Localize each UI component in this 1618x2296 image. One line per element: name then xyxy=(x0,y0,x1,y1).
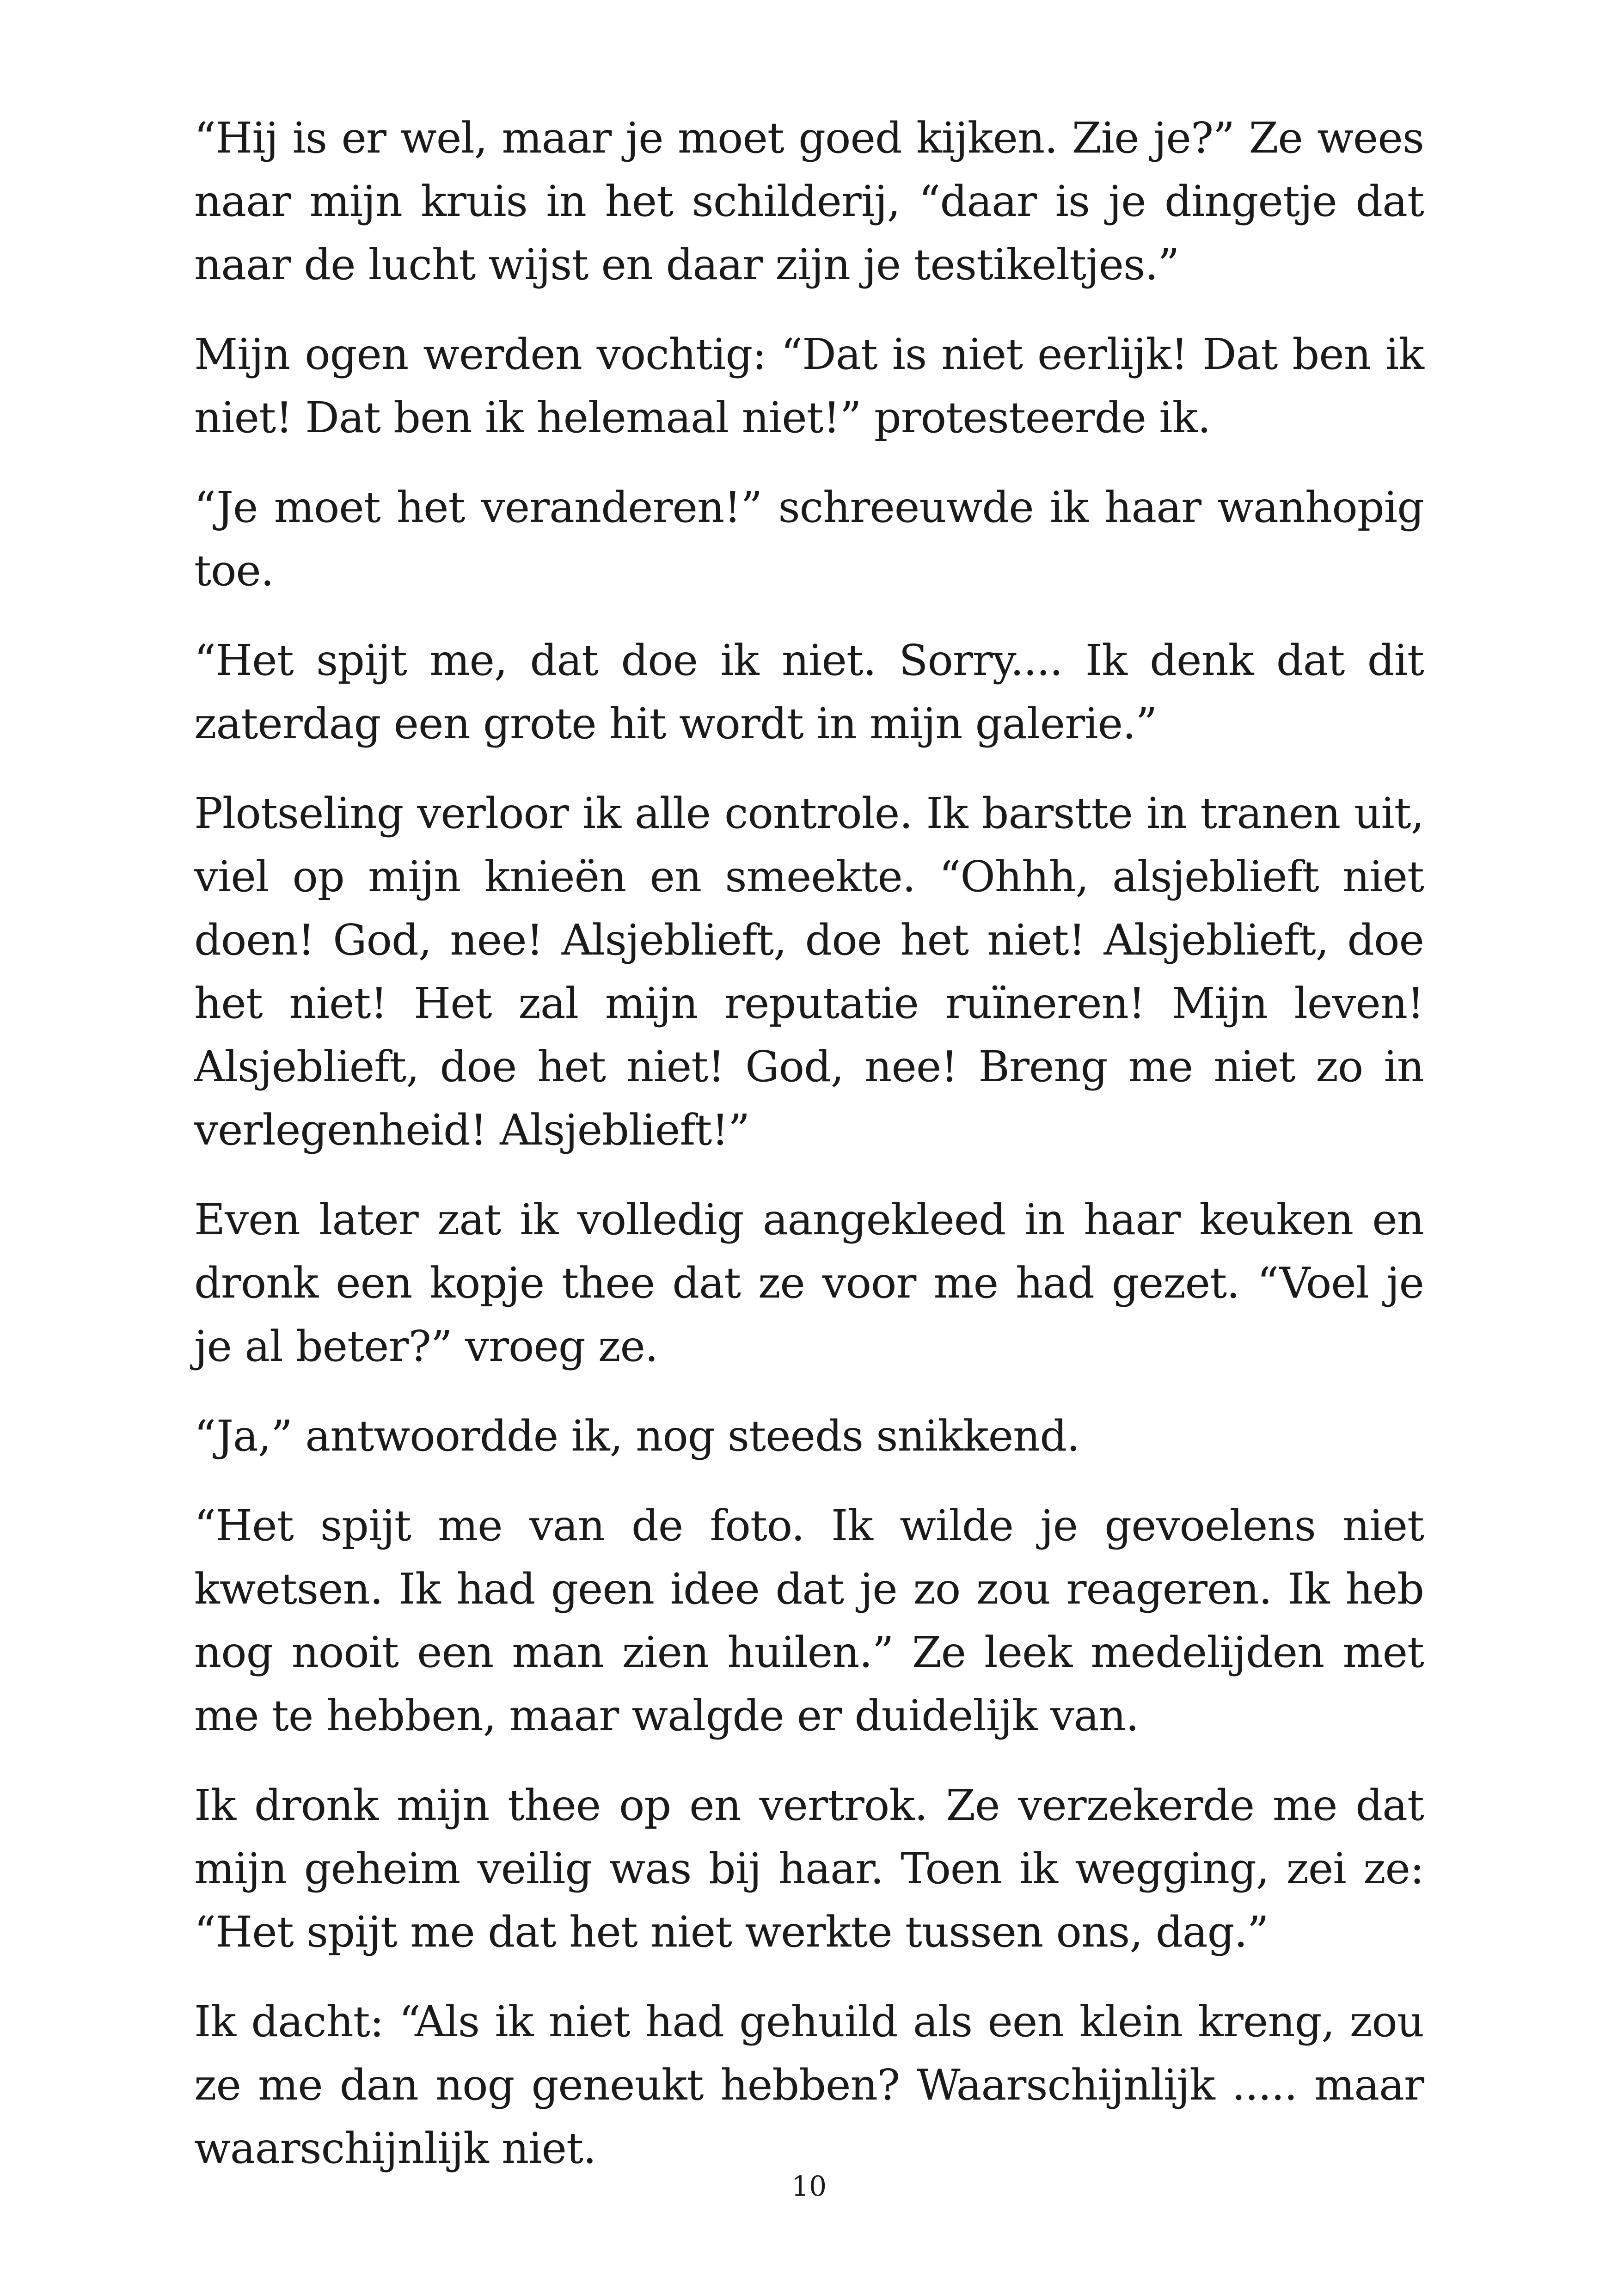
paragraph-10: Ik dacht: “Als ik niet had gehuild als een klein kreng, zou ze me dan nog geneukt hebben? Waarschijnlijk ..... maar waarschijnlijk niet. xyxy=(194,1997,1424,2173)
page-number: 10 xyxy=(791,2170,827,2203)
page-body xyxy=(194,106,1424,2206)
paragraph-8: “Het spijt me van de foto. Ik wilde je gevoelens niet kwetsen. Ik had geen idee dat je zo zou reageren. Ik heb nog nooit een man zien huilen.” Ze leek medelijden met me te hebben, maar walgde er duidelijk van. xyxy=(194,1501,1424,1740)
paragraph-1: “Hij is er wel, maar je moet goed kijken. Zie je?” Ze wees naar mijn kruis in het schilderij, “daar is je dingetje dat naar de lucht wijst en daar zijn je testikeltjes.” xyxy=(194,113,1424,289)
paragraph-4: “Het spijt me, dat doe ik niet. Sorry.... Ik denk dat dit zaterdag een grote hit wordt in mijn galerie.” xyxy=(194,636,1424,748)
paragraph-7: “Ja,” antwoordde ik, nog steeds snikkend. xyxy=(194,1411,1080,1461)
paragraph-2: Mijn ogen werden vochtig: “Dat is niet eerlijk! Dat ben ik niet! Dat ben ik helemaal niet!” protesteerde ik. xyxy=(194,330,1424,442)
paragraph-3: “Je moet het veranderen!” schreeuwde ik haar wanhopig toe. xyxy=(194,483,1424,595)
paragraph-6: Even later zat ik volledig aangekleed in haar keuken en dronk een kopje thee dat ze voor me had gezet. “Voel je je al beter?” vroeg ze. xyxy=(194,1195,1424,1371)
paragraph-9: Ik dronk mijn thee op en vertrok. Ze verzekerde me dat mijn geheim veilig was bij haar. Toen ik wegging, zei ze: “Het spijt me dat het niet werkte tussen ons, dag.” xyxy=(194,1781,1424,1957)
paragraph-5: Plotseling verloor ik alle controle. Ik barstte in tranen uit, viel op mijn knieën en smeekte. “Ohhh, alsjeblieft niet doen! God, nee! Alsjeblieft, doe het niet! Alsjeblieft, doe het niet! Het zal mijn reputatie ruïneren! Mijn leven! Alsjeblieft, doe het niet! God, nee! Breng me niet zo in verlegenheid! Alsjeblieft!” xyxy=(194,789,1424,1155)
